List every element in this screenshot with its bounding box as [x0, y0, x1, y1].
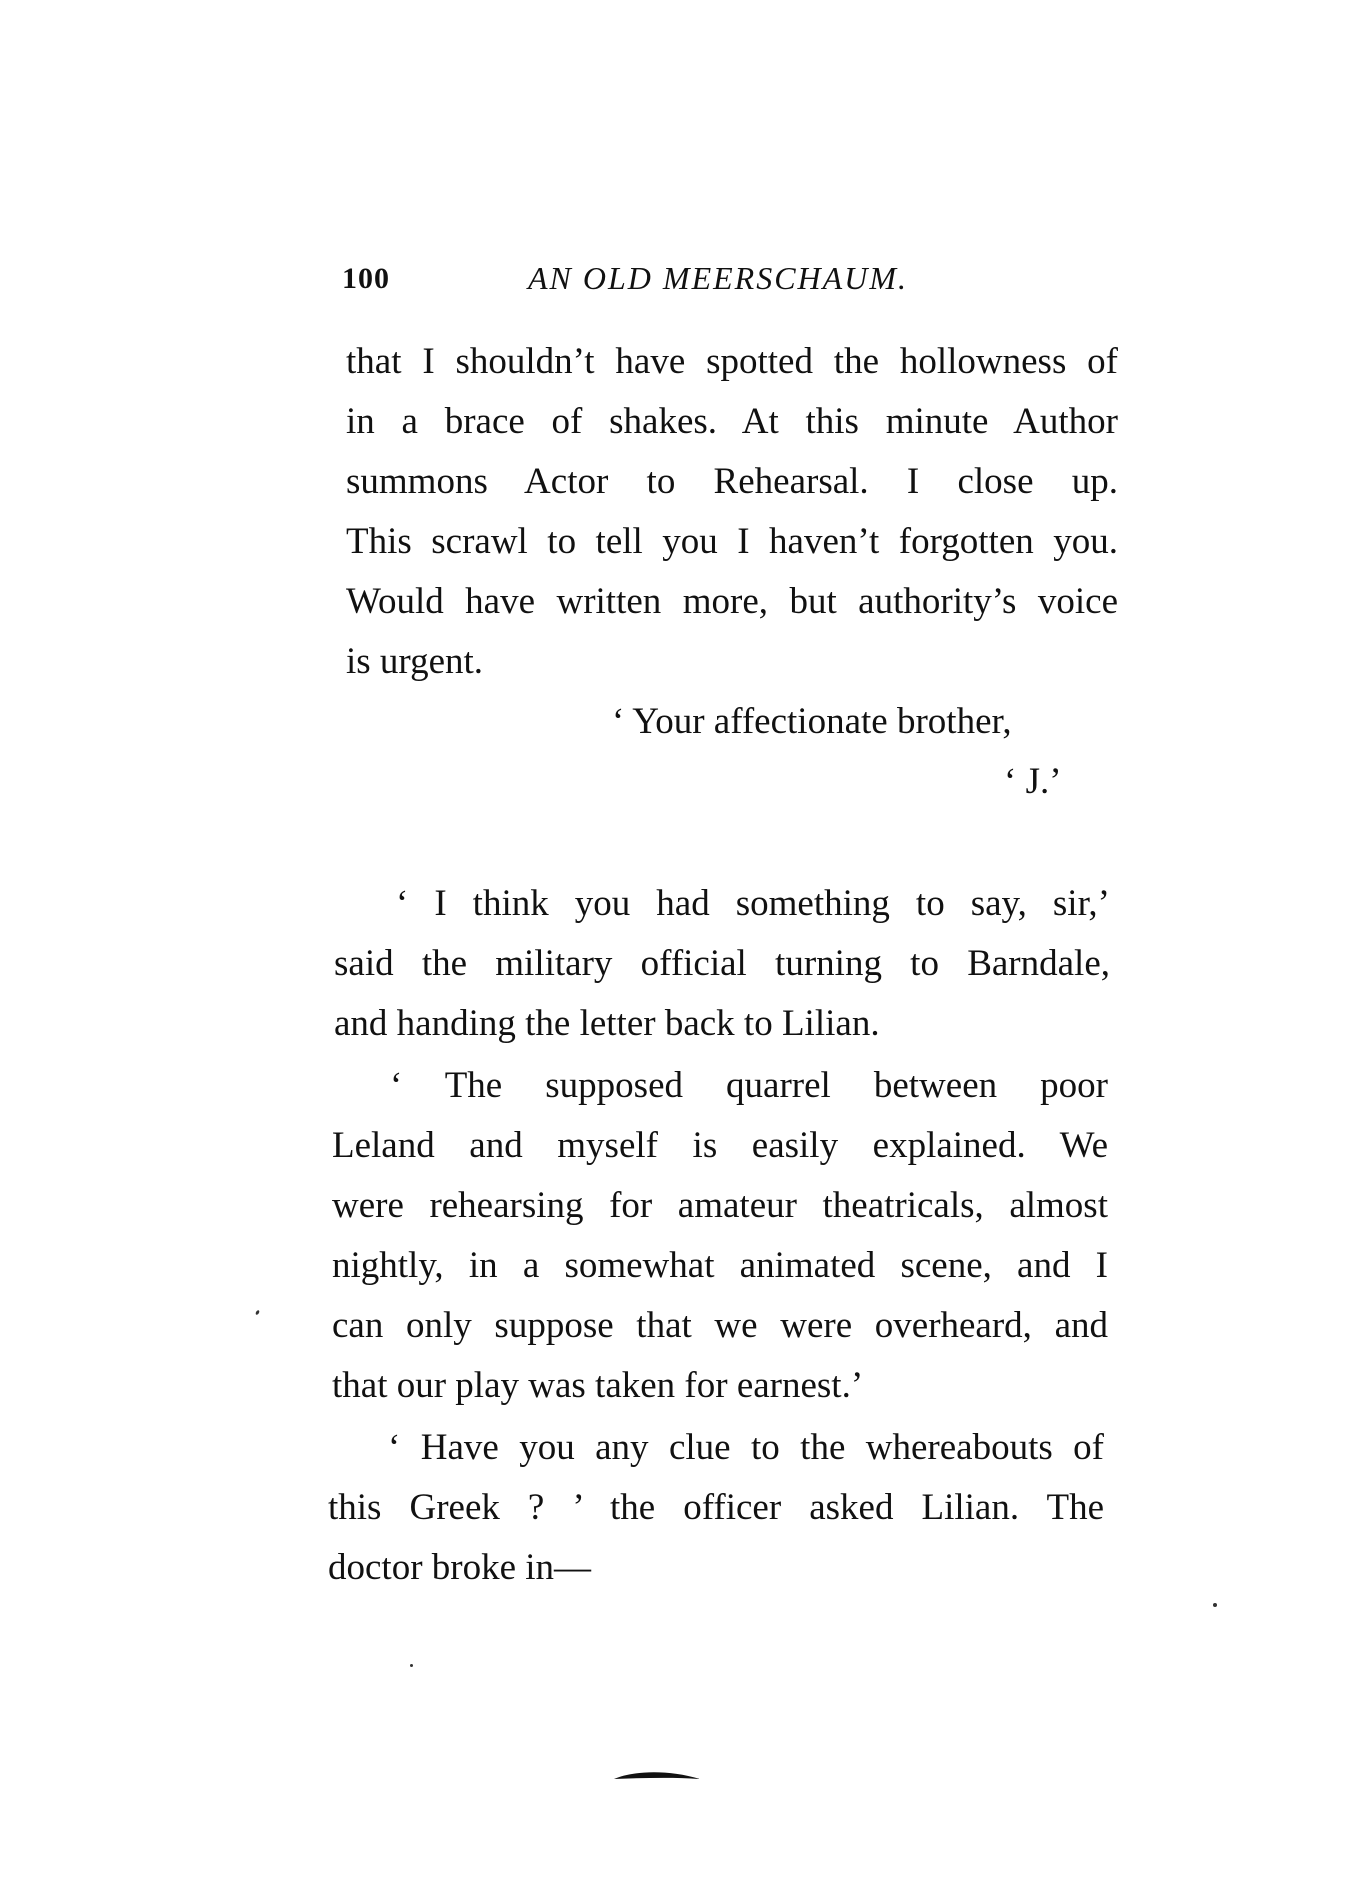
paragraph-line: said the military official turning to Barndale, — [334, 943, 1110, 984]
letter-line: is urgent. — [346, 641, 484, 682]
paragraph-line: nightly, in a somewhat animated scene, and I — [332, 1245, 1108, 1286]
letter-line: This scrawl to tell you I haven’t forgotten you. — [346, 521, 1118, 562]
letter-line: Would have written more, but authority’s voice — [346, 581, 1118, 622]
paragraph-line: that our play was taken for earnest.’ — [332, 1365, 864, 1406]
letter-line: in a brace of shakes. At this minute Author — [346, 401, 1118, 442]
paragraph-line: ‘ Have you any clue to the whereabouts of — [388, 1427, 1104, 1468]
paragraph-line: ‘ I think you had something to say, sir,’ — [396, 883, 1110, 924]
scan-speck — [255, 1310, 260, 1316]
paragraph-line: were rehearsing for amateur theatricals, almost — [332, 1185, 1108, 1226]
paragraph-line: doctor broke in— — [328, 1547, 592, 1588]
paragraph-line: Leland and myself is easily explained. We — [332, 1125, 1108, 1166]
letter-line: summons Actor to Rehearsal. I close up. — [346, 461, 1118, 502]
scan-speck — [410, 1664, 413, 1667]
paragraph-line: ‘ The supposed quarrel between poor — [390, 1065, 1108, 1106]
letter-closing: ‘ Your affectionate brother, — [612, 701, 1012, 742]
page-number: 100 — [342, 262, 390, 295]
letter-signature: ‘ J.’ — [1004, 761, 1062, 802]
scan-speck — [1213, 1603, 1217, 1607]
running-title: AN OLD MEERSCHAUM. — [528, 260, 908, 296]
letter-line: that I shouldn’t have spotted the hollowness of — [346, 341, 1118, 382]
page-header — [342, 262, 1122, 306]
ornament-rule-icon — [612, 1769, 702, 1785]
paragraph-line: can only suppose that we were overheard, and — [332, 1305, 1108, 1346]
paragraph-line: and handing the letter back to Lilian. — [334, 1003, 880, 1044]
paragraph-line: this Greek ? ’ the officer asked Lilian. The — [328, 1487, 1104, 1528]
